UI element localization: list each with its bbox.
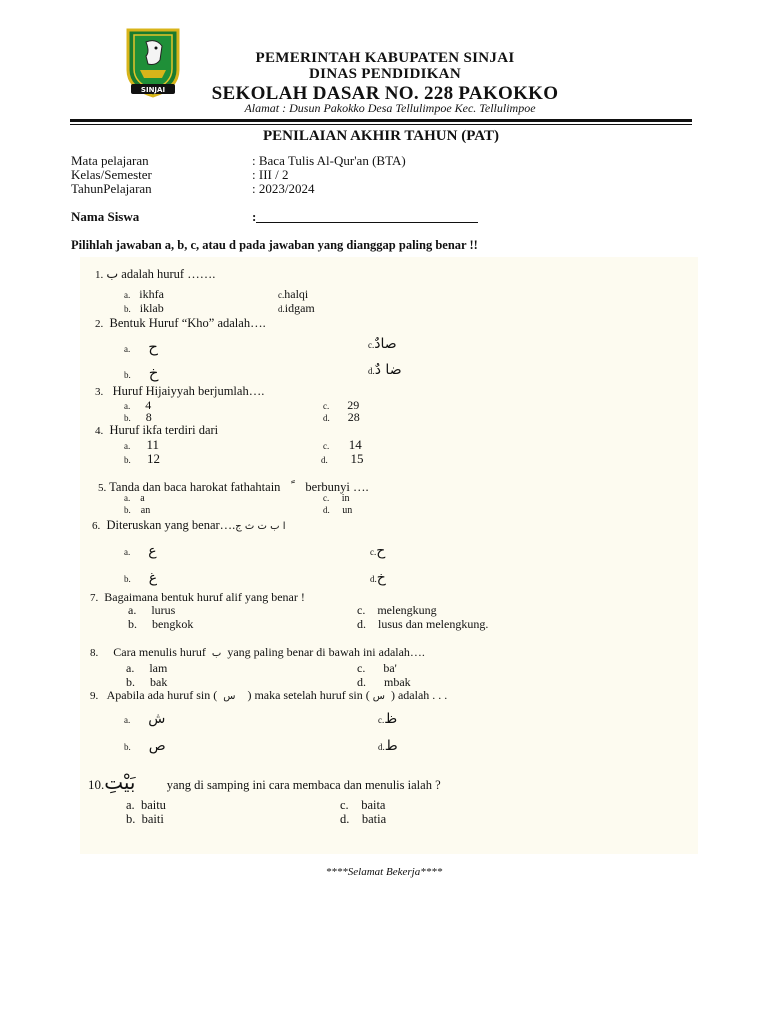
option-10a[interactable]: a. baitu — [126, 798, 166, 812]
option-7b[interactable]: b. bengkok — [128, 617, 194, 631]
option-6b[interactable]: b. غ — [124, 570, 158, 586]
option-10d[interactable]: d. batia — [340, 812, 387, 826]
option-4c[interactable]: c. 14 — [323, 437, 362, 452]
header-department: DINAS PENDIDIKAN — [309, 66, 461, 82]
logo-text: SINJAI — [140, 86, 166, 94]
option-6d[interactable]: d.خ — [370, 570, 386, 586]
option-5a[interactable]: a. a — [124, 493, 145, 504]
option-3b[interactable]: b. 8 — [124, 410, 152, 424]
question-6: 6. Diteruskan yang benar….ا ب ت ث ج — [92, 518, 286, 532]
option-6a[interactable]: a. ع — [124, 543, 157, 559]
header-school-name: SEKOLAH DASAR NO. 228 PAKOKKO — [211, 83, 559, 104]
question-2: 2. Bentuk Huruf “Kho” adalah…. — [95, 316, 266, 330]
info-label-year: TahunPelajaran — [71, 181, 152, 196]
option-1c[interactable]: c.halqi — [278, 287, 309, 301]
option-6c[interactable]: c.ح — [370, 543, 386, 559]
option-8b[interactable]: b. bak — [126, 675, 168, 689]
option-3d[interactable]: d. 28 — [323, 410, 360, 424]
footer-greeting: ****Selamat Bekerja**** — [325, 866, 443, 878]
header-address: Alamat : Dusun Pakokko Desa Tellulimpoe Kec. Tellulimpoe — [244, 101, 536, 115]
option-5c[interactable]: c. in — [323, 493, 350, 504]
question-10: 10.بَيْتِ yang di samping ini cara membaca dan menulis ialah ? — [88, 770, 441, 794]
info-label-subject: Mata pelajaran — [71, 153, 149, 168]
option-2b[interactable]: b. خ — [124, 364, 159, 382]
option-4d[interactable]: d. 15 — [321, 451, 364, 466]
option-2a[interactable]: a. ح — [124, 338, 158, 356]
header-divider-thick — [70, 119, 692, 122]
question-5: 5. Tanda dan baca harokat fathahtain berbunyi …. — [98, 480, 369, 494]
question-7: 7. Bagaimana bentuk huruf alif yang benar ! — [90, 590, 305, 604]
option-8a[interactable]: a. lam — [126, 661, 168, 675]
option-7a[interactable]: a. lurus — [128, 603, 176, 617]
option-8c[interactable]: c. ba' — [357, 661, 397, 675]
question-8: 8. Cara menulis huruf ب yang paling benar di bawah ini adalah…. — [90, 645, 425, 659]
info-value-subject: : Baca Tulis Al-Qur'an (BTA) — [252, 153, 406, 168]
option-7d[interactable]: d. lusus dan melengkung. — [357, 617, 489, 631]
option-9c[interactable]: c.ظ — [378, 711, 398, 727]
student-name-field[interactable] — [256, 222, 478, 223]
question-1: 1. ب adalah huruf ……. — [95, 266, 216, 281]
option-1d[interactable]: d.idgam — [278, 301, 315, 315]
option-10c[interactable]: c. baita — [340, 798, 386, 812]
option-4a[interactable]: a. 11 — [124, 437, 160, 452]
option-3a[interactable]: a. 4 — [124, 398, 152, 412]
option-2c[interactable]: c.صادٌ — [368, 336, 397, 352]
option-8d[interactable]: d. mbak — [357, 675, 411, 689]
option-7c[interactable]: c. melengkung — [357, 603, 437, 617]
header-divider-thin — [70, 124, 692, 125]
option-5d[interactable]: d. un — [323, 505, 353, 516]
option-9b[interactable]: b. ص — [124, 738, 166, 754]
option-5b[interactable]: b. an — [124, 505, 151, 516]
option-2d[interactable]: d.ضا دٌ — [368, 362, 402, 378]
option-3c[interactable]: c. 29 — [323, 398, 360, 412]
option-1a[interactable]: a. ikhfa — [124, 287, 164, 301]
school-district-logo — [122, 26, 184, 100]
option-9a[interactable]: a. ش — [124, 711, 166, 727]
option-9d[interactable]: d.ط — [378, 738, 398, 754]
student-name-label: Nama Siswa — [71, 209, 140, 224]
header-government: PEMERINTAH KABUPATEN SINJAI — [255, 50, 515, 66]
question-9: 9. Apabila ada huruf sin ( س ) maka setelah huruf sin ( س ) adalah . . . — [90, 688, 448, 702]
option-4b[interactable]: b. 12 — [124, 451, 160, 466]
option-1b[interactable]: b. iklab — [124, 301, 164, 315]
student-name-colon: : — [252, 209, 257, 224]
info-value-class: : III / 2 — [252, 167, 289, 182]
instructions: Pilihlah jawaban a, b, c, atau d pada jawaban yang dianggap paling benar !! — [71, 238, 478, 252]
info-label-class: Kelas/Semester — [71, 167, 152, 182]
question-4: 4. Huruf ikfa terdiri dari — [95, 423, 219, 437]
option-10b[interactable]: b. baiti — [126, 812, 164, 826]
info-value-year: : 2023/2024 — [252, 181, 315, 196]
exam-title: PENILAIAN AKHIR TAHUN (PAT) — [263, 128, 499, 144]
question-3: 3. Huruf Hijaiyyah berjumlah…. — [95, 384, 265, 398]
